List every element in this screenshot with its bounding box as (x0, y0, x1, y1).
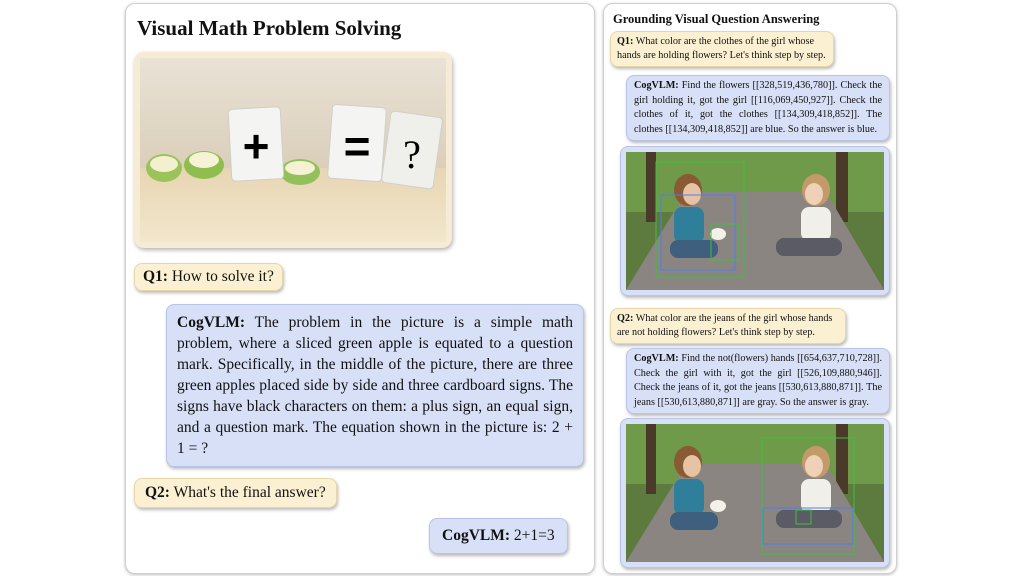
grounding-vqa-panel (603, 3, 897, 574)
panel-title: Grounding Visual Question Answering (613, 12, 820, 26)
answer-1-bubble (166, 304, 584, 467)
question-2-bubble (134, 478, 337, 508)
grounding-answer-1-text: Find the flowers [[328,519,436,780]]. Check the girl holding it, got the girl [[116,069,450,927]]. Check the clothes of it, got the clothes [[134,309,418,852]]. The clothes [[134,309,418,852]] are blue. So the answer is blue. (634, 80, 882, 135)
girls-photo-2 (620, 418, 890, 568)
grounding-question-1-label: Q1: (617, 36, 634, 47)
answer-2-bubble (429, 518, 568, 554)
apple-slice-2 (184, 151, 224, 179)
plus-card (228, 107, 284, 182)
answer-1-label: CogVLM: (177, 314, 246, 331)
grounding-answer-2-text: Find the not(flowers) hands [[654,637,710,728]]. Check the girl with it, got the girl [[526,109,880,946]]. Check the jeans of it, got the jeans [[530,613,880,871]]. The jeans [[530,613,880,871]] are gray. So the answer is gray. (634, 353, 882, 408)
apples-and-cards-illustration (140, 58, 446, 242)
girls-photo-1 (620, 146, 890, 296)
question-1-bubble (134, 263, 283, 291)
equal-card-symbol: = (343, 120, 371, 172)
plus-card-symbol: + (242, 120, 270, 172)
visual-math-panel (125, 3, 595, 574)
grounding-answer-1-label: CogVLM: (634, 80, 679, 91)
grounding-question-2-label: Q2: (617, 313, 634, 324)
grounding-question-1-text: What color are the clothes of the girl whose hands are holding flowers? Let's think step by step. (617, 36, 826, 61)
question-2-text: What's the final answer? (169, 484, 326, 501)
answer-1-text: The problem in the picture is a simple math problem, where a sliced green apple is equated to a question mark. Specifically, in the middle of the picture, there are three green apples placed side by side and three cardboard signs. The signs have black characters on them: a plus sign, an equal sign, and a question mark. The equation shown in the picture is: 2 + 1 = ? (177, 314, 573, 457)
question-card (381, 111, 443, 190)
apple-slice-3 (280, 159, 320, 185)
grounding-question-1-bubble (610, 31, 834, 67)
question-1-text: How to solve it? (167, 268, 274, 285)
girls-sitting-illustration-1 (626, 152, 884, 290)
grounding-question-2-bubble (610, 308, 846, 344)
math-problem-image (134, 52, 452, 248)
question-2-label: Q2: (145, 484, 170, 501)
panel-title: Visual Math Problem Solving (137, 16, 402, 40)
grounding-answer-2-bubble (626, 348, 890, 414)
girls-sitting-illustration-2 (626, 424, 884, 562)
grounding-answer-1-bubble (626, 75, 890, 141)
answer-2-text: 2+1=3 (510, 527, 555, 544)
grounding-answer-2-label: CogVLM: (634, 353, 679, 364)
equal-card (327, 104, 386, 182)
answer-2-label: CogVLM: (442, 527, 511, 544)
question-card-symbol: ? (403, 132, 421, 177)
apple-slice-1 (146, 154, 182, 182)
question-1-label: Q1: (143, 268, 168, 285)
grounding-question-2-text: What color are the jeans of the girl whose hands are not holding flowers? Let's think step by step. (617, 313, 833, 338)
